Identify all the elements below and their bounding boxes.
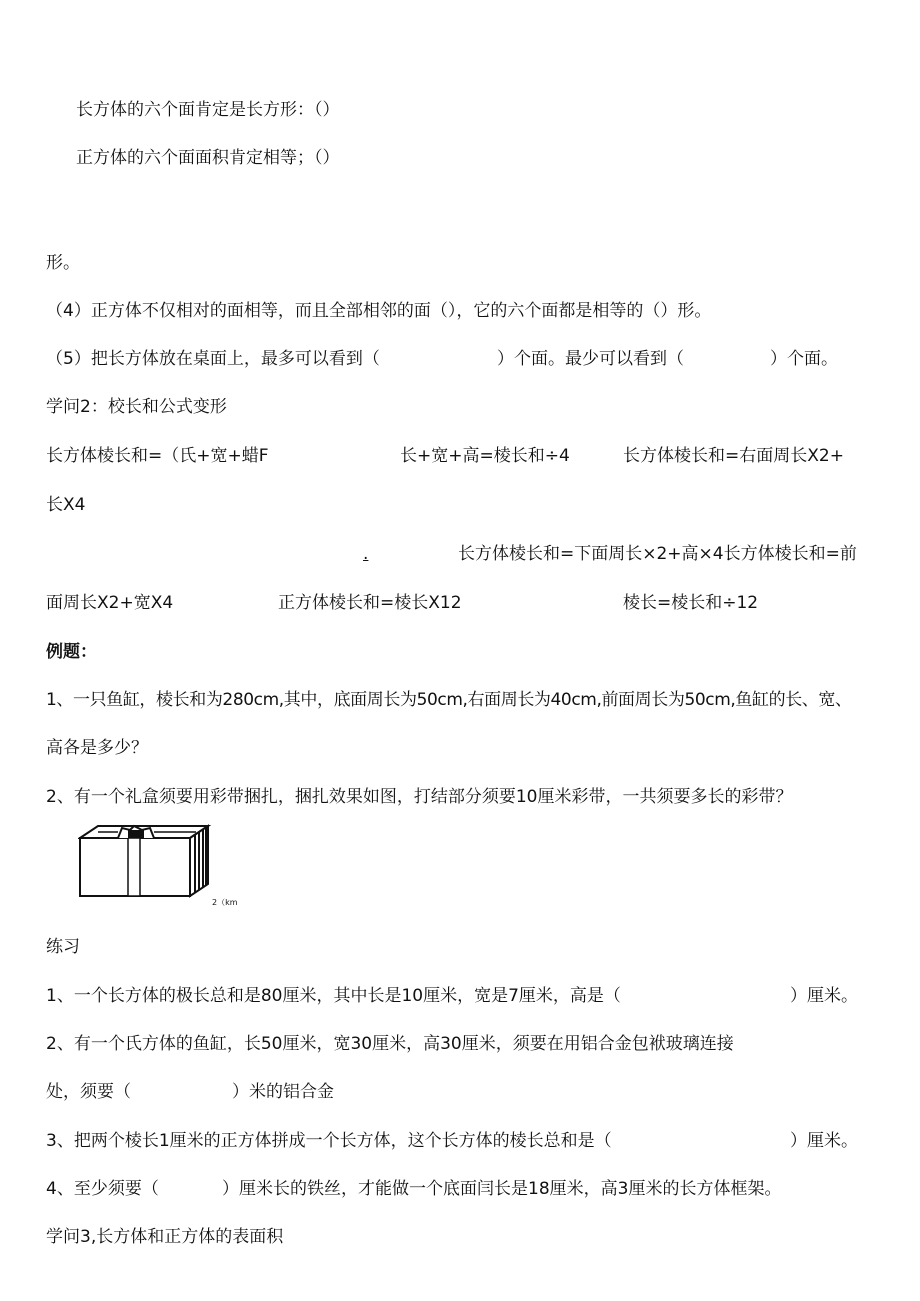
question-5-part3: ）个面。 (770, 349, 838, 369)
practice-2-part2: ）米的铝合金 (232, 1082, 334, 1102)
formula-3: 长方体棱长和=右面周长X2+ (623, 446, 844, 466)
question-5-part2: ）个面。最少可以看到（ (497, 349, 684, 369)
underline-dot: . (363, 544, 369, 564)
formula-3-cont: 长X4 (46, 495, 86, 515)
practice-2-part1: 处，须要（ (46, 1082, 131, 1102)
formula-edge: 棱长=棱长和÷12 (623, 593, 759, 613)
formula-4-cont: 面周长X2+宽X4 (46, 593, 174, 613)
practice-2: 2、有一个氏方体的鱼缸，长50厘米，宽30厘米，高30厘米，须要在用铝合金包袱玻璃连接 (46, 1034, 734, 1054)
practice-3: 3、把两个棱长1厘米的正方体拼成一个长方体，这个长方体的棱长总和是（ (46, 1131, 612, 1151)
figure-caption: 2（km (212, 898, 238, 907)
practice-heading: 练习 (46, 937, 80, 957)
section-heading-3: 学问3,长方体和正方体的表面积 (46, 1227, 284, 1247)
practice-3-end: ）厘米。 (790, 1131, 858, 1151)
practice-1-end: ）厘米。 (790, 986, 858, 1006)
formula-4: 长方体棱长和=下面周长×2+高×4长方体棱长和=前 (458, 544, 857, 564)
formula-1: 长方体棱长和=（氏+宽+蜡F (46, 446, 269, 466)
practice-4-part1: 4、至少须要（ (46, 1179, 159, 1199)
text-fragment: 形。 (46, 253, 80, 273)
formula-cube: 正方体棱长和=棱长X12 (278, 593, 462, 613)
question-5-part1: （5）把长方体放在桌面上，最多可以看到（ (46, 349, 380, 369)
examples-heading: 例题： (46, 642, 97, 662)
section-heading-2: 学问2：校长和公式变形 (46, 397, 227, 417)
question-4: （4）正方体不仅相对的面相等，而且全部相邻的面（），它的六个面都是相等的（）形。 (46, 301, 712, 321)
example-2: 2、有一个礼盒须要用彩带捆扎，捆扎效果如图，打结部分须要10厘米彩带，一共须要多长的彩带？ (46, 787, 793, 807)
practice-4-part2: ）厘米长的铁丝，才能做一个底面闫长是18厘米，高3厘米的长方体框架。 (222, 1179, 782, 1199)
practice-1: 1、一个长方体的极长总和是80厘米，其中长是10厘米，宽是7厘米，高是（ (46, 986, 621, 1006)
example-1: 1、一只鱼缸，棱长和为280cm,其中，底面周长为50cm,右面周长为40cm,前面周长为50cm,鱼缸的长、宽、 (46, 690, 852, 710)
statement-rectangle-faces: 长方体的六个面肯定是长方形：（） (76, 100, 340, 120)
example-1-cont: 高各是多少？ (46, 738, 148, 758)
statement-cube-faces: 正方体的六个面面积肯定相等；（） (76, 148, 340, 168)
formula-2: 长+宽+高=棱长和÷4 (400, 446, 570, 466)
